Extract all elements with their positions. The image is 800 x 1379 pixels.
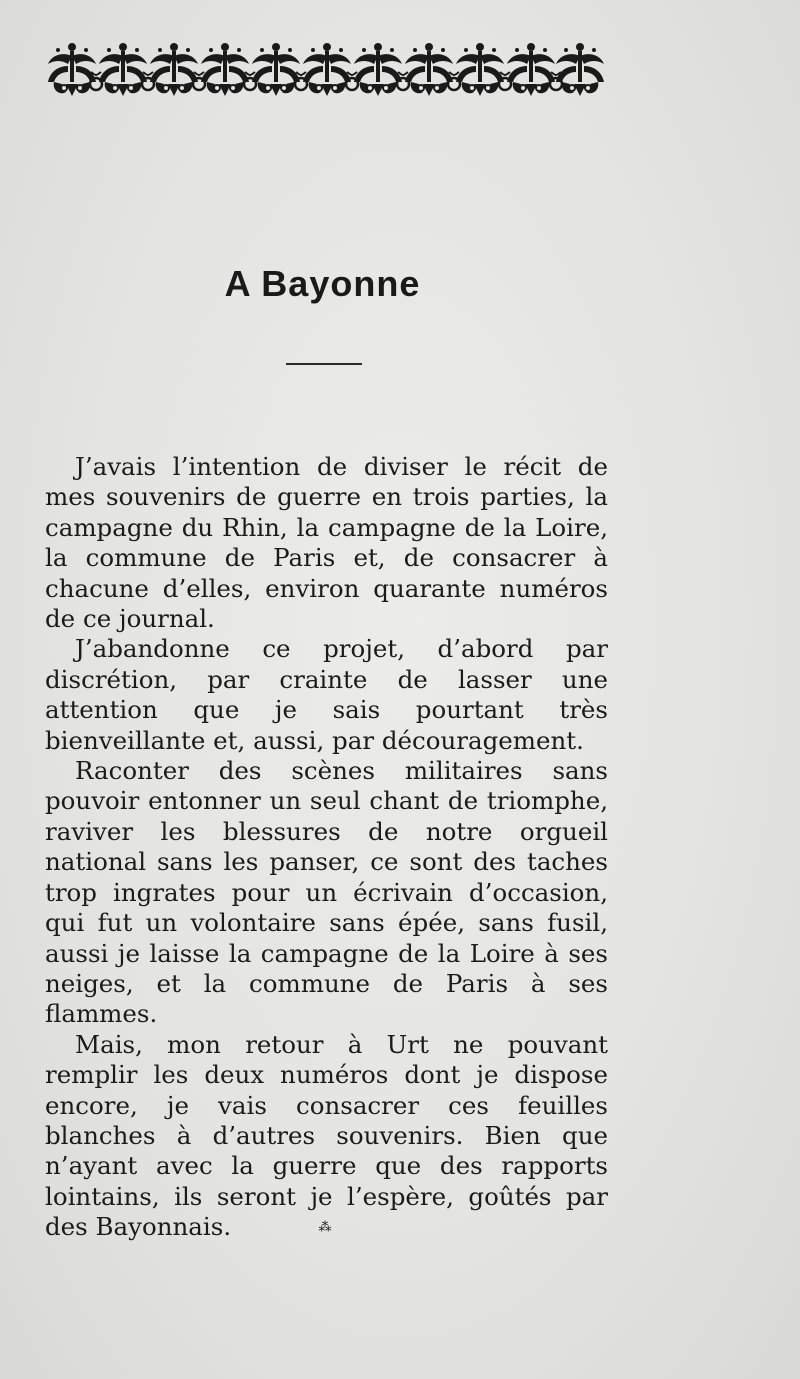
title-divider <box>286 363 362 365</box>
paragraph: Raconter des scènes militaires sans pouvoir entonner un seul chant de triomphe, raviver les blessures de notre orgueil national sans les panser, ce sont des taches trop ingrates pour un écrivain d’occasion, qui fut un volontaire sans épée, sans fusil, aussi je laisse la campagne de la Loire à ses neiges, et la commune de Paris à ses flammes. <box>45 756 608 1029</box>
fleuron-border-icon <box>48 42 604 100</box>
paragraph: J’avais l’intention de diviser le récit de mes souvenirs de guerre en trois parties, la campagne du Rhin, la campagne de la Loire, la commune de Paris et, de consacrer à chacune d’elles, environ quarante numéros de ce journal. <box>45 452 608 634</box>
chapter-body <box>45 452 608 1243</box>
chapter-title: A Bayonne <box>224 263 421 304</box>
asterism-icon: ⁂ <box>318 1220 332 1235</box>
paragraph: J’abandonne ce projet, d’abord par discrétion, par crainte de lasser une attention que je sais pourtant très bienveillante et, aussi, par découragement. <box>45 634 608 755</box>
paragraph: Mais, mon retour à Urt ne pouvant remplir les deux numéros dont je dispose encore, je vais consacrer ces feuilles blanches à d’autres souvenirs. Bien que n’ayant avec la guerre que des rapports lointains, ils seront je l’espère, goûtés par des Bayonnais. <box>45 1029 608 1242</box>
